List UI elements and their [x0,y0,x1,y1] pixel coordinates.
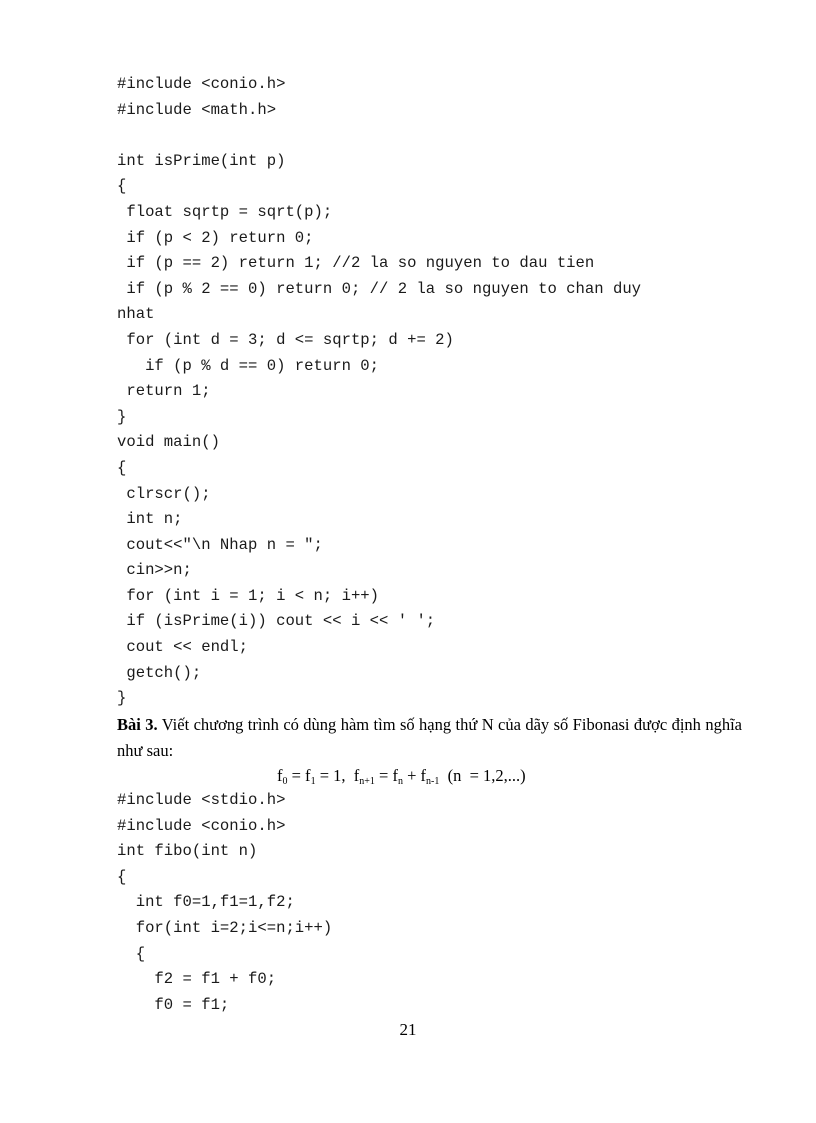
code-line: cout<<"\n Nhap n = "; [117,535,323,554]
formula-sub: 0 [282,776,288,787]
code-line: { [117,944,146,963]
code-line: for(int i=2;i<=n;i++) [117,918,333,937]
code-line: #include <stdio.h> [117,791,286,809]
code-line: void main() [117,433,220,452]
code-line: { [117,867,127,886]
code-line: { [117,458,127,477]
code-line: if (p == 2) return 1; //2 la so nguyen to dau tien [117,254,595,273]
formula-sub: n [397,776,403,787]
formula-f0: f [277,766,283,785]
formula-part: = f [374,766,398,785]
code-line: f2 = f1 + f0; [117,970,277,989]
code-line: f0 = f1; [117,995,230,1014]
code-line: int n; [117,510,183,529]
code-line: } [117,407,127,426]
code-line: nhat [117,305,155,324]
code-line: #include <math.h> [117,100,277,119]
exercise-prompt [117,712,742,763]
code-line: for (int i = 1; i < n; i++) [117,586,380,605]
formula-part: + f [402,766,427,785]
formula-part: (n = 1,2,...) [439,766,526,785]
code-line: { [117,177,127,196]
code-line: if (p % 2 == 0) return 0; // 2 la so nguyen to chan duy [117,279,642,298]
code-line: float sqrtp = sqrt(p); [117,202,333,221]
code-line: getch(); [117,663,202,682]
exercise-text: Viết chương trình có dùng hàm tìm số hạng thứ N của dãy số Fibonasi được định nghĩa như sau: [117,715,742,760]
formula-part: = 1, f [315,766,360,785]
code-line: int f0=1,f1=1,f2; [117,893,295,912]
code-line: int fibo(int n) [117,842,258,861]
code-line: clrscr(); [117,484,211,503]
page-number: 21 [399,1020,417,1039]
formula-sub: n+1 [359,776,375,787]
code-line: int isPrime(int p) [117,151,286,170]
formula-sub: n-1 [426,776,440,787]
code-line: cin>>n; [117,561,192,580]
code-block-fibo [117,788,332,1018]
code-line: return 1; [117,382,211,401]
code-line: if (isPrime(i)) cout << i << ' '; [117,612,436,631]
formula-sub: 1 [310,776,316,787]
fibonacci-formula [277,763,526,789]
code-line: #include <conio.h> [117,75,286,93]
code-line [117,123,641,149]
code-block-isprime [117,72,641,712]
code-line: cout << endl; [117,638,249,657]
code-line: if (p % d == 0) return 0; [117,356,380,375]
code-line: } [117,689,127,708]
code-line: #include <conio.h> [117,816,286,835]
code-line: if (p < 2) return 0; [117,228,314,247]
code-line: for (int d = 3; d <= sqrtp; d += 2) [117,330,454,349]
exercise-label: Bài 3. [117,715,158,734]
formula-part: = f [287,766,311,785]
